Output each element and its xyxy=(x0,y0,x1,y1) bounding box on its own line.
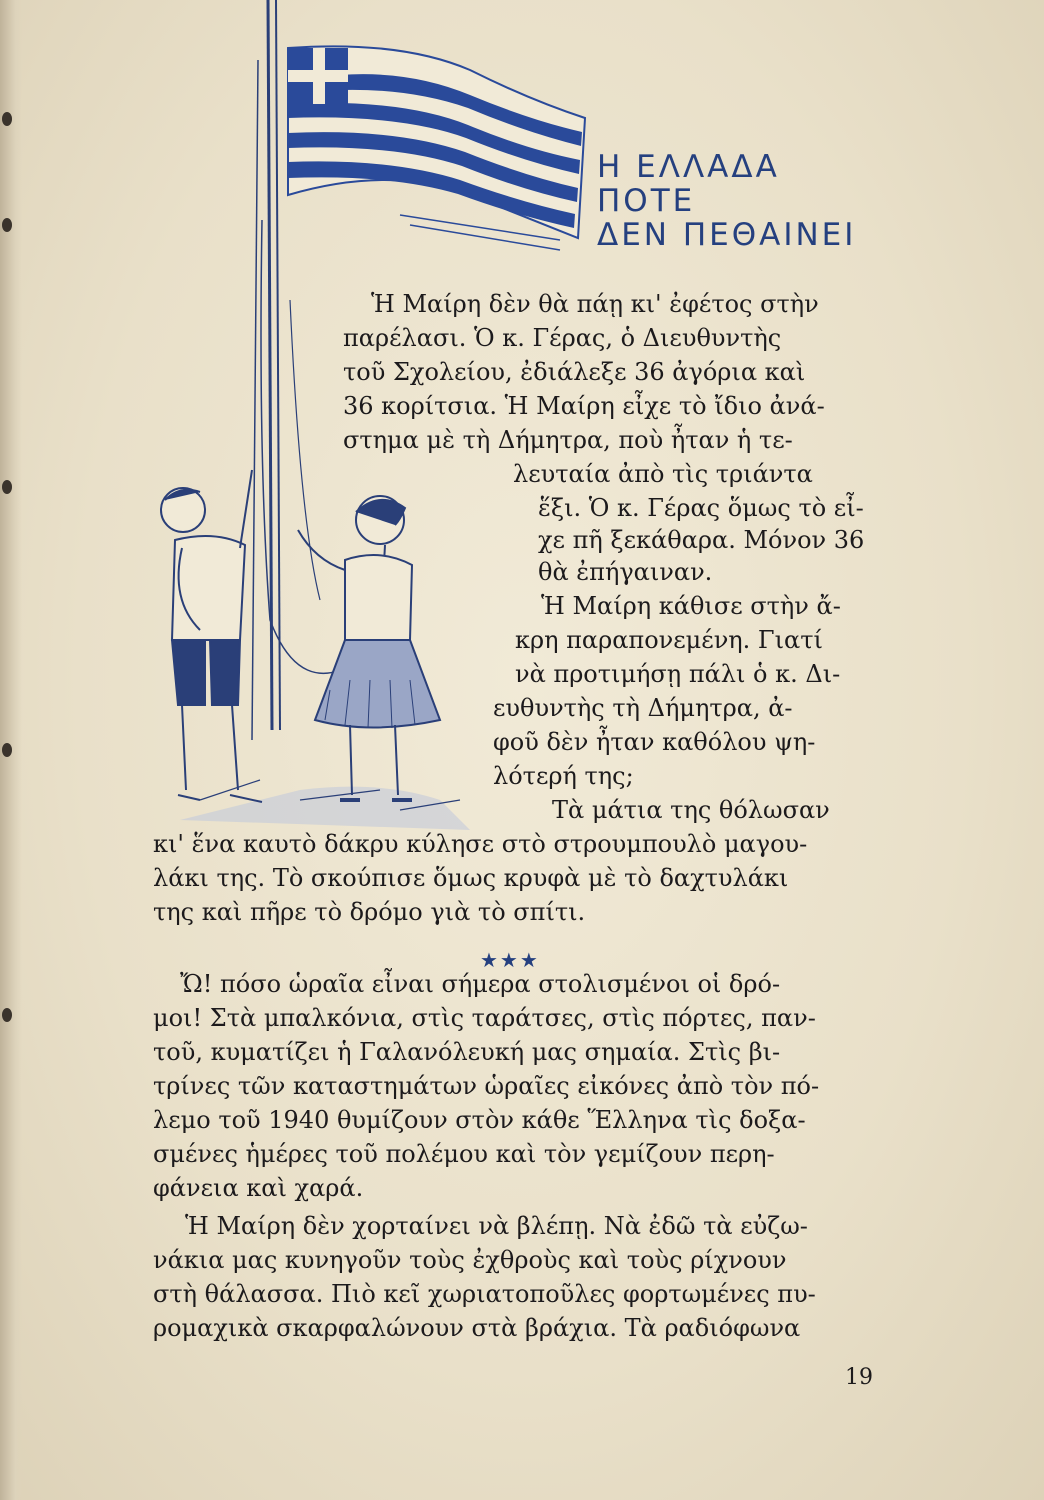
text-line: παρέλασι. Ὁ κ. Γέρας, ὁ Διευθυντὴς xyxy=(343,324,782,352)
text-line: ευθυντὴς τὴ Δήμητρα, ἀ- xyxy=(493,694,793,722)
text-line: Ὤ! πόσο ὡραῖα εἶναι σήμερα στολισμένοι οἱ δρό- xyxy=(180,970,781,998)
boy-figure xyxy=(161,470,262,802)
chapter-title xyxy=(597,150,856,252)
text-line: λάκι της. Τὸ σκούπισε ὅμως κρυφὰ μὲ τὸ δαχτυλάκι xyxy=(153,864,789,892)
text-line: μοι! Στὰ μπαλκόνια, στὶς ταράτσες, στὶς πόρτες, παν- xyxy=(153,1004,816,1032)
text-line: της καὶ πῆρε τὸ δρόμο γιὰ τὸ σπίτι. xyxy=(153,898,586,926)
text-line: στὴ θάλασσα. Πιὸ κεῖ χωριατοποῦλες φορτωμένες πυ- xyxy=(153,1280,816,1308)
text-line: Ἡ Μαίρη κάθισε στὴν ἄ- xyxy=(541,592,841,620)
title-line: ΠΟΤΕ xyxy=(597,183,696,219)
text-line: τοῦ, κυματίζει ἡ Γαλανόλευκή μας σημαία. Στὶς βι- xyxy=(153,1038,781,1066)
text-line: τοῦ Σχολείου, ἐδιάλεξε 36 ἀγόρια καὶ xyxy=(343,358,806,386)
text-line: ἕξι. Ὁ κ. Γέρας ὅμως τὸ εἶ- xyxy=(538,494,864,522)
text-line: νάκια μας κυνηγοῦν τοὺς ἐχθροὺς καὶ τοὺς ρίχνουν xyxy=(153,1246,787,1274)
binding-hole xyxy=(2,112,12,126)
page-number: 19 xyxy=(845,1365,873,1390)
text-line: φάνεια καὶ χαρά. xyxy=(153,1174,364,1202)
text-line: Τὰ μάτια της θόλωσαν xyxy=(552,796,830,824)
text-line: Ἡ Μαίρη δὲν χορταίνει νὰ βλέπῃ. Νὰ ἐδῶ τὰ εὐζω- xyxy=(185,1212,808,1240)
text-line: λότερή της; xyxy=(493,762,634,790)
text-line: χε πῆ ξεκάθαρα. Μόνον 36 xyxy=(538,526,865,554)
text-line: κρη παραπονεμένη. Γιατί xyxy=(515,626,823,654)
text-line: σμένες ἡμέρες τοῦ πολέμου καὶ τὸν γεμίζουν περη- xyxy=(153,1140,775,1168)
section-separator-stars: ★★★ xyxy=(480,948,540,972)
text-line: θὰ ἐπήγαιναν. xyxy=(538,558,713,586)
text-line: κι' ἕνα καυτὸ δάκρυ κύλησε στὸ στρουμπουλὸ μαγου- xyxy=(153,830,808,858)
text-line: νὰ προτιμήσῃ πάλι ὁ κ. Δι- xyxy=(515,660,841,688)
girl-figure xyxy=(298,496,440,800)
text-line: 36 κορίτσια. Ἡ Μαίρη εἶχε τὸ ἴδιο ἀνά- xyxy=(343,392,825,420)
text-line: στημα μὲ τὴ Δήμητρα, ποὺ ἦταν ἡ τε- xyxy=(343,426,793,454)
greek-flag-icon xyxy=(288,46,585,250)
title-line: Η ΕΛΛΑΔΑ xyxy=(597,149,780,185)
title-line: ΔΕΝ ΠΕΘΑΙΝΕΙ xyxy=(597,217,857,253)
text-line: ρομαχικὰ σκαρφαλώνουν στὰ βράχια. Τὰ ραδιόφωνα xyxy=(153,1314,801,1342)
text-line: λεμο τοῦ 1940 θυμίζουν στὸν κάθε Ἕλληνα τὶς δοξα- xyxy=(153,1106,806,1134)
text-line: λευταία ἀπὸ τὶς τριάντα xyxy=(513,460,813,488)
text-line: Ἡ Μαίρη δὲν θὰ πάῃ κι' ἐφέτος στὴν xyxy=(371,290,819,318)
binding-hole xyxy=(2,218,12,232)
binding-hole xyxy=(2,480,12,494)
text-line: φοῦ δὲν ἦταν καθόλου ψη- xyxy=(493,728,816,756)
binding-hole xyxy=(2,743,12,757)
binding-hole xyxy=(2,1008,12,1022)
text-line: τρίνες τῶν καταστημάτων ὡραῖες εἰκόνες ἀπὸ τὸν πό- xyxy=(153,1072,820,1100)
